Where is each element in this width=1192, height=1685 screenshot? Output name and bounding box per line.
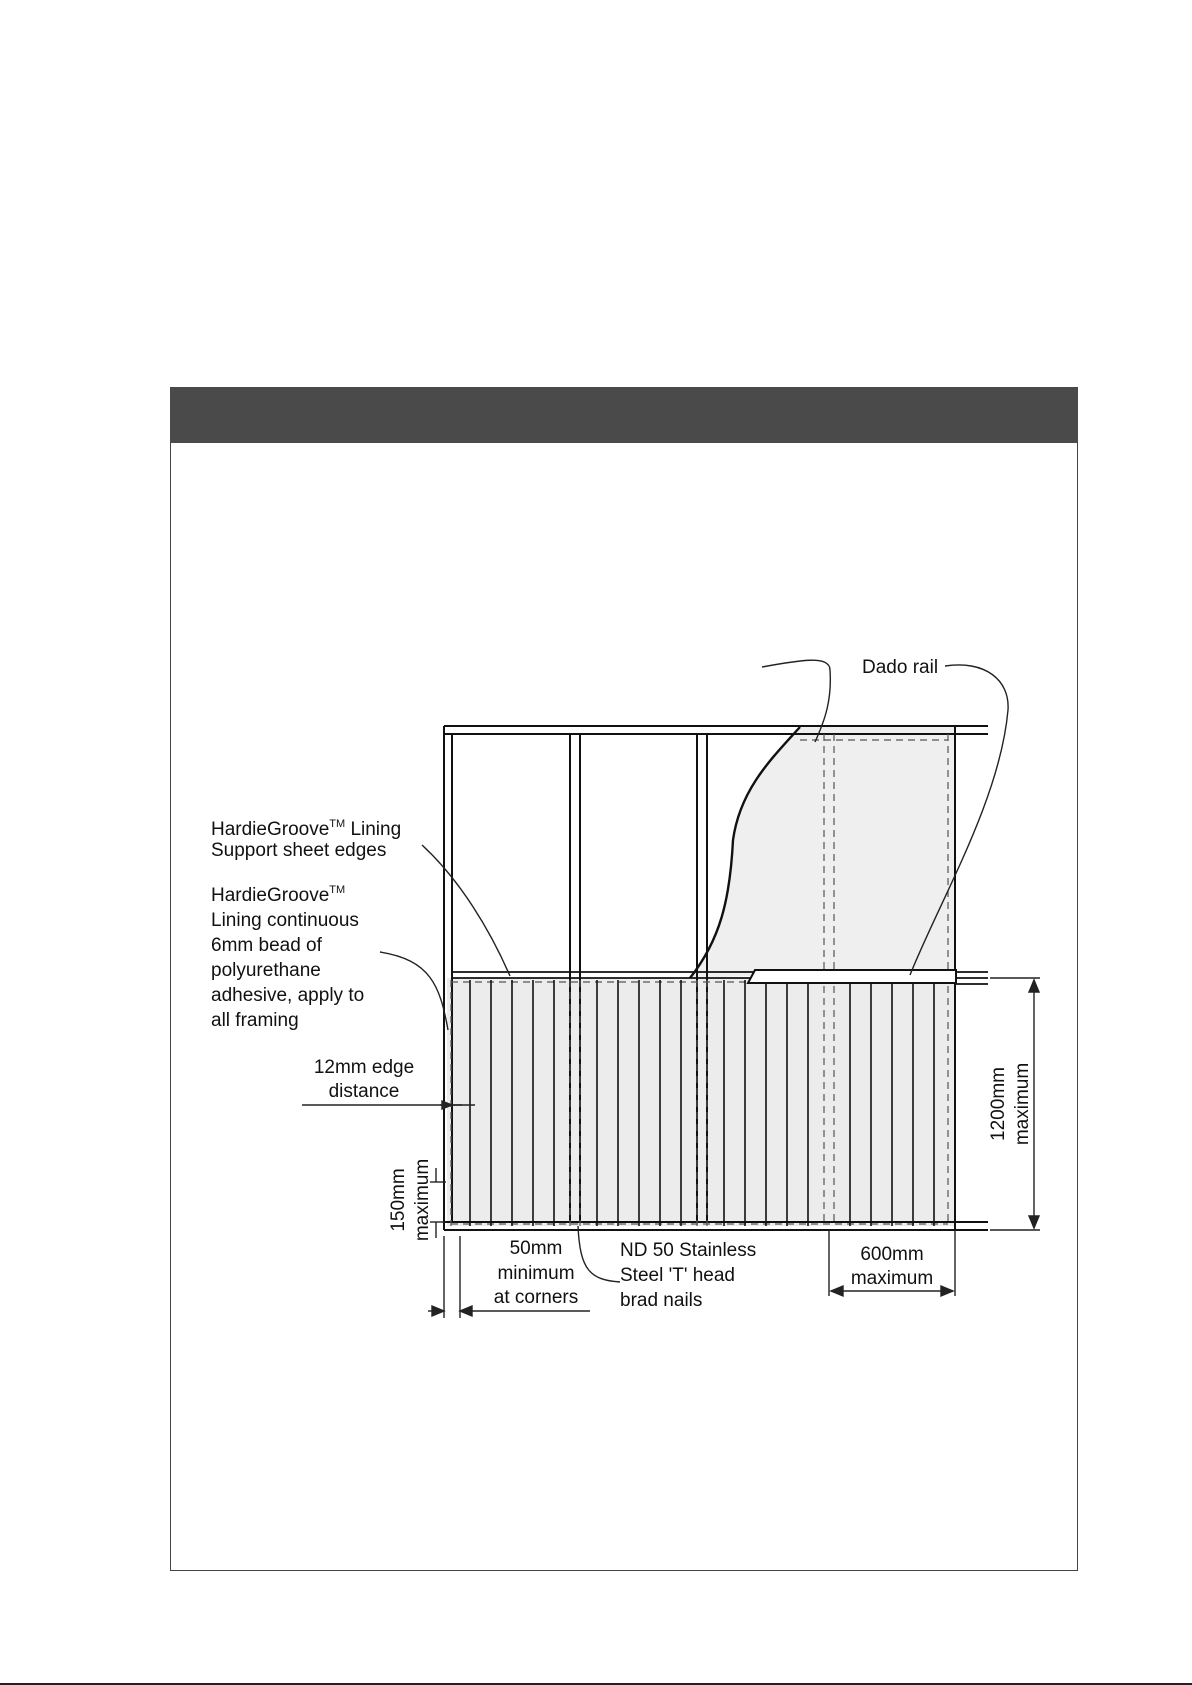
label-bead-line2: Lining continuous bbox=[211, 910, 359, 931]
label-corner-line1: 50mm bbox=[509, 1238, 563, 1259]
label-corner-line2: minimum bbox=[497, 1263, 575, 1284]
label-edge-distance-line2: distance bbox=[328, 1081, 400, 1102]
label-support-edges-line1: HardieGroove™ Lining bbox=[211, 818, 402, 840]
label-nails-line3: brad nails bbox=[620, 1290, 703, 1311]
label-corner-line3: at corners bbox=[493, 1287, 579, 1308]
label-bead-line5: adhesive, apply to bbox=[211, 985, 365, 1006]
label-bead-line6: all framing bbox=[211, 1010, 299, 1031]
label-150mm: 150mm bbox=[388, 1168, 409, 1232]
label-support-edges-line2: Support sheet edges bbox=[211, 840, 387, 861]
label-150mm-maximum: maximum bbox=[412, 1158, 433, 1242]
upper-lining-sheet bbox=[690, 727, 956, 978]
label-1200mm-maximum: maximum bbox=[1012, 1062, 1033, 1146]
label-bead-line1: HardieGroove™ bbox=[211, 884, 346, 906]
dado-rail bbox=[748, 970, 956, 983]
label-spacing-line1: 600mm bbox=[860, 1244, 924, 1265]
lower-lining-panels bbox=[447, 978, 956, 1226]
label-1200mm: 1200mm bbox=[988, 1067, 1009, 1141]
label-dado-rail: Dado rail bbox=[862, 657, 939, 678]
label-edge-distance-line1: 12mm edge bbox=[313, 1057, 415, 1078]
label-spacing-line2: maximum bbox=[850, 1268, 934, 1289]
label-nails-line2: Steel 'T' head bbox=[620, 1265, 735, 1286]
label-nails-line1: ND 50 Stainless bbox=[620, 1240, 757, 1261]
label-bead-line4: polyurethane bbox=[211, 960, 321, 981]
label-bead-line3: 6mm bead of bbox=[211, 935, 322, 956]
